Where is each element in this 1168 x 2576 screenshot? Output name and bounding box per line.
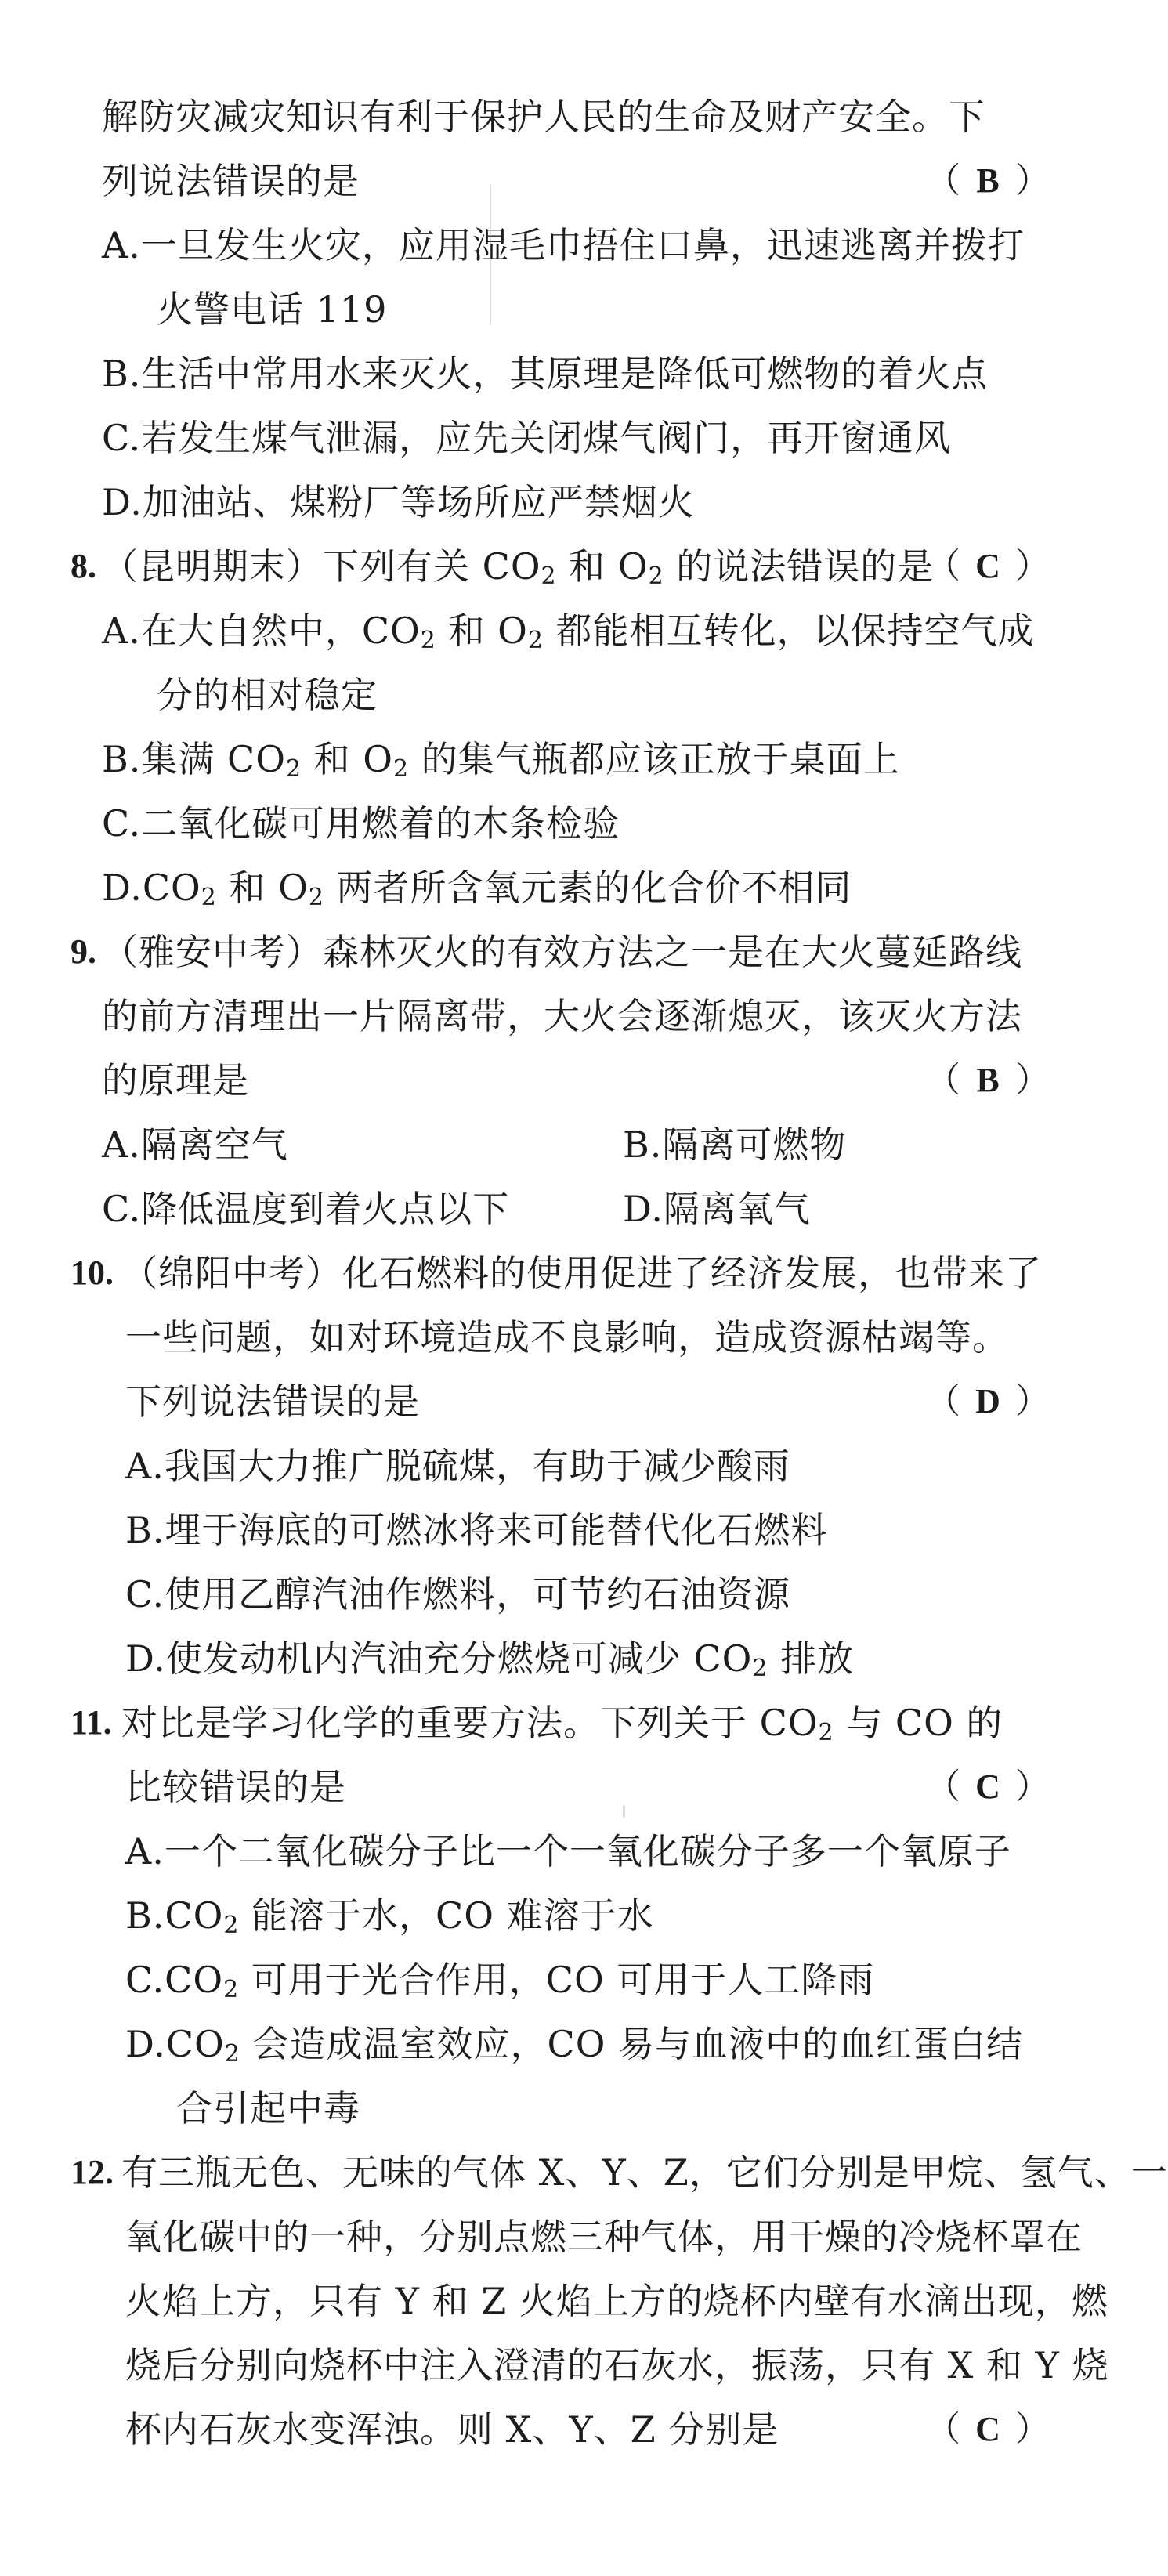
q11-number: 11.	[71, 1703, 112, 1742]
q7-stem-line2: 列说法错误的是	[102, 160, 360, 202]
q11-stem-line1: 对比是学习化学的重要方法。下列关于 $CO_2$ 与 CO 的	[121, 1702, 1003, 1746]
q9-option-c: C.降低温度到着火点以下	[102, 1188, 510, 1230]
q12-stem-line4: 烧后分别向烧杯中注入澄清的石灰水，振荡，只有 X 和 Y 烧	[125, 2344, 1109, 2386]
q7-stem-line1: 解防灾减灾知识有利于保护人民的生命及财产安全。下	[102, 96, 985, 138]
q8-option-a-line1: A.在大自然中，$CO_2$ 和 $O_2$ 都能相互转化，以保持空气成	[102, 610, 1035, 654]
q12-number: 12.	[71, 2153, 114, 2191]
q11-option-d-line2: 合引起中毒	[176, 2087, 360, 2129]
q9-option-b: B.隔离可燃物	[623, 1123, 847, 1166]
q11-option-b: $B.CO_2$ 能溶于水，CO 难溶于水	[125, 1894, 654, 1939]
q12-answer: （ C ）	[926, 2409, 1050, 2449]
q10-option-c: C.使用乙醇汽油作燃料，可节约石油资源	[125, 1573, 791, 1615]
q7-answer: （ B ）	[926, 161, 1050, 201]
q9-number: 9.	[71, 932, 96, 971]
q10-number: 10.	[71, 1254, 114, 1292]
q11-stem-line2: 比较错误的是	[125, 1766, 346, 1808]
q11-option-a: A.一个二氧化碳分子比一个一氧化碳分子多一个氧原子	[125, 1830, 1011, 1872]
q8-answer: （ C ）	[926, 546, 1050, 586]
q10-answer: （ D ）	[926, 1381, 1050, 1421]
q7-option-a-line1: A.一旦发生火灾，应用湿毛巾捂住口鼻，迅速逃离并拨打	[102, 224, 1025, 266]
q7-option-d: D.加油站、煤粉厂等场所应严禁烟火	[102, 481, 695, 523]
q8-option-b: B.集满 $CO_2$ 和 $O_2$ 的集气瓶都应该正放于桌面上	[102, 738, 900, 783]
q9-option-d: D.隔离氧气	[623, 1188, 811, 1230]
q8-option-d: $D.CO_2$ 和 $O_2$ 两者所含氧元素的化合价不相同	[102, 867, 852, 911]
q9-stem-line3: 的原理是	[102, 1059, 249, 1102]
q12-stem-line5: 杯内石灰水变浑浊。则 X、Y、Z 分别是	[125, 2408, 779, 2451]
scan-mark	[490, 184, 491, 325]
q12-stem-line2: 氧化碳中的一种，分别点燃三种气体，用干燥的冷烧杯罩在	[125, 2216, 1083, 2258]
q8-option-c: C.二氧化碳可用燃着的木条检验	[102, 802, 620, 845]
q9-stem-line1: （雅安中考）森林灭火的有效方法之一是在大火蔓延路线	[102, 931, 1022, 973]
q11-option-c: $C.CO_2$ 可用于光合作用，CO 可用于人工降雨	[125, 1959, 875, 2003]
q7-option-b: B.生活中常用水来灭火，其原理是降低可燃物的着火点	[102, 353, 989, 395]
q9-option-a: A.隔离空气	[102, 1123, 288, 1166]
q11-option-d-line1: $D.CO_2$ 会造成温室效应，CO 易与血液中的血红蛋白结	[125, 2023, 1024, 2068]
scan-mark	[623, 1806, 625, 1817]
q7-option-c: C.若发生煤气泄漏，应先关闭煤气阀门，再开窗通风	[102, 417, 952, 459]
q8-option-a-line2: 分的相对稳定	[157, 674, 378, 716]
q12-stem-line1: 有三瓶无色、无味的气体 X、Y、Z，它们分别是甲烷、氢气、一	[121, 2151, 1168, 2194]
q10-stem-line2: 一些问题，如对环境造成不良影响，造成资源枯竭等。	[125, 1316, 1009, 1359]
q10-option-b: B.埋于海底的可燃冰将来可能替代化石燃料	[125, 1509, 828, 1551]
q9-answer: （ B ）	[926, 1060, 1050, 1100]
q8-number: 8.	[71, 547, 96, 585]
q10-option-d: D.使发动机内汽油充分燃烧可减少 $CO_2$ 排放	[125, 1637, 855, 1682]
q10-stem-line1: （绵阳中考）化石燃料的使用促进了经济发展，也带来了	[121, 1252, 1042, 1294]
q11-answer: （ C ）	[926, 1767, 1050, 1807]
q12-stem-line3: 火焰上方，只有 Y 和 Z 火焰上方的烧杯内壁有水滴出现，燃	[125, 2280, 1108, 2322]
q9-stem-line2: 的前方清理出一片隔离带，大火会逐渐熄灭，该灭火方法	[102, 995, 1022, 1037]
q10-option-a: A.我国大力推广脱硫煤，有助于减少酸雨	[125, 1445, 790, 1487]
q10-stem-line3: 下列说法错误的是	[125, 1380, 420, 1423]
q8-stem: （昆明期末）下列有关 $CO_2$ 和 $O_2$ 的说法错误的是	[102, 545, 935, 590]
q7-option-a-line2: 火警电话 119	[157, 288, 388, 331]
